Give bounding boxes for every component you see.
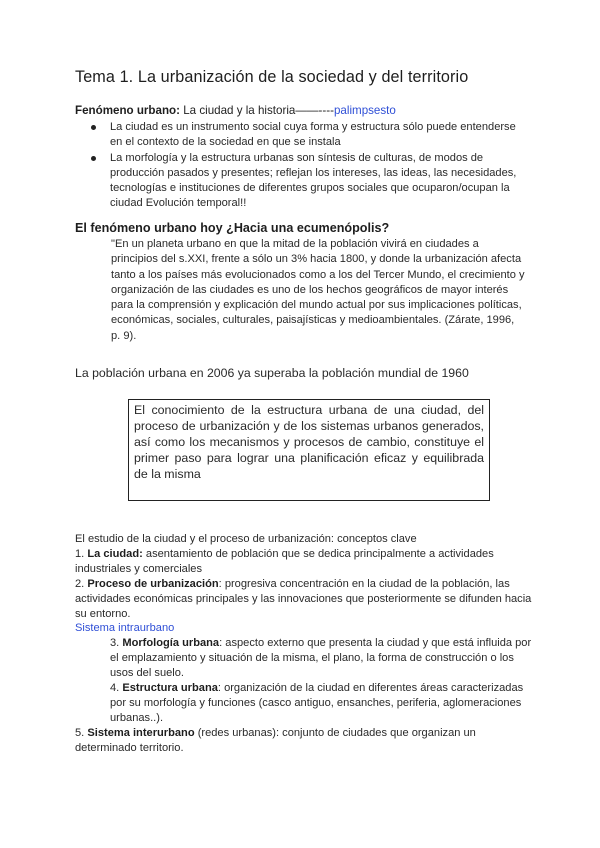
concept-number: 4. [110, 682, 123, 695]
concept-ciudad [75, 547, 535, 577]
bullet-icon [91, 156, 96, 161]
list-item [90, 120, 520, 151]
page-title: Tema 1. La urbanización de la sociedad y del territorio [75, 68, 469, 86]
fenomeno-urbano-line [75, 104, 396, 117]
concept-term: La ciudad: [87, 547, 143, 560]
concept-number: 1. [75, 547, 88, 560]
list-item [90, 151, 520, 212]
fenomeno-label: Fenómeno urbano: [75, 104, 180, 117]
concept-term: Estructura urbana [122, 682, 218, 695]
concept-text: : organización de la ciudad en diferentes áreas caracterizadas por su morfología y funciones (casco antiguo, ensanches, periferia, aglomeraciones urbanas..). [110, 682, 524, 724]
concept-term: Sistema interurbano [87, 726, 195, 739]
concept-text: (redes urbanas): conjunto de ciudades que organizan un determinado territorio. [75, 726, 476, 754]
ecumenopolis-heading: El fenómeno urbano hoy ¿Hacia una ecumenópolis? [75, 221, 390, 235]
concepts-intro: El estudio de la ciudad y el proceso de urbanización: conceptos clave [75, 533, 417, 545]
concept-text: : aspecto externo que presenta la ciudad y que está influida por el emplazamiento y situación de la misma, el plano, la forma de construcción o los usos del suelo. [110, 637, 532, 680]
sistema-intraurbano-link[interactable]: Sistema intraurbano [75, 622, 175, 635]
highlight-box: El conocimiento de la estructura urbana de una ciudad, del proceso de urbanización y de los sistemas urbanos generados, así como los mecanismos y procesos de cambio, constituye el primer paso para lograr una planificación eficaz y equilibrada de la misma [128, 399, 490, 501]
concept-text: asentamiento de población que se dedica principalmente a actividades industriales y comerciales [75, 547, 494, 575]
bullet-text: La morfología y la estructura urbanas son síntesis de culturas, de modos de producción pasados y presentes; reflejan los intereses, las ideas, las necesidades, tecnologías e instituciones de diferentes grupos sociales que ocuparon/ocupan la ciudad Evolución temporal!! [110, 151, 517, 210]
concept-number: 5. [75, 726, 88, 739]
concept-number: 3. [110, 637, 123, 650]
fenomeno-text: La ciudad y la historia——---- [179, 104, 334, 117]
bullet-text: La ciudad es un instrumento social cuya forma y estructura sólo puede entenderse en el contexto de la sociedad en que se instala [110, 121, 516, 149]
key-concepts-section [75, 532, 535, 756]
zarate-quote: "En un planeta urbano en que la mitad de la población vivirá en ciudades a principios del s.XXI, frente a sólo un 3% hacia 1800, y donde la urbanización afecta tanto a los países más evolucionados como a los del Tercer Mundo, el crecimiento y organización de las ciudades es uno de los hechos geográficos de mayor interés para la comprensión y explicación del mundo actual por sus implicaciones políticas, económicas, sociales, culturales, paisajísticas y medioambientales. (Zárate, 1996, p. 9). [111, 238, 525, 342]
concept-text: : progresiva concentración en la ciudad de la población, las actividades económicas principales y las innovaciones que posteriormente se difunden hacia su entorno. [75, 577, 532, 620]
concept-number: 2. [75, 577, 88, 590]
concept-term: Proceso de urbanización [87, 577, 219, 590]
concept-morfologia [75, 636, 535, 681]
concept-sistema-interurbano [75, 726, 535, 756]
concept-estructura [75, 681, 535, 726]
palimpsesto-link[interactable]: palimpsesto [333, 104, 396, 117]
bullet-icon [91, 125, 96, 130]
poblacion-statement: La población urbana en 2006 ya superaba la población mundial de 1960 [75, 366, 469, 380]
concept-proceso [75, 577, 535, 622]
fenomeno-bullet-list [90, 120, 520, 212]
concept-term: Morfología urbana [122, 637, 220, 650]
